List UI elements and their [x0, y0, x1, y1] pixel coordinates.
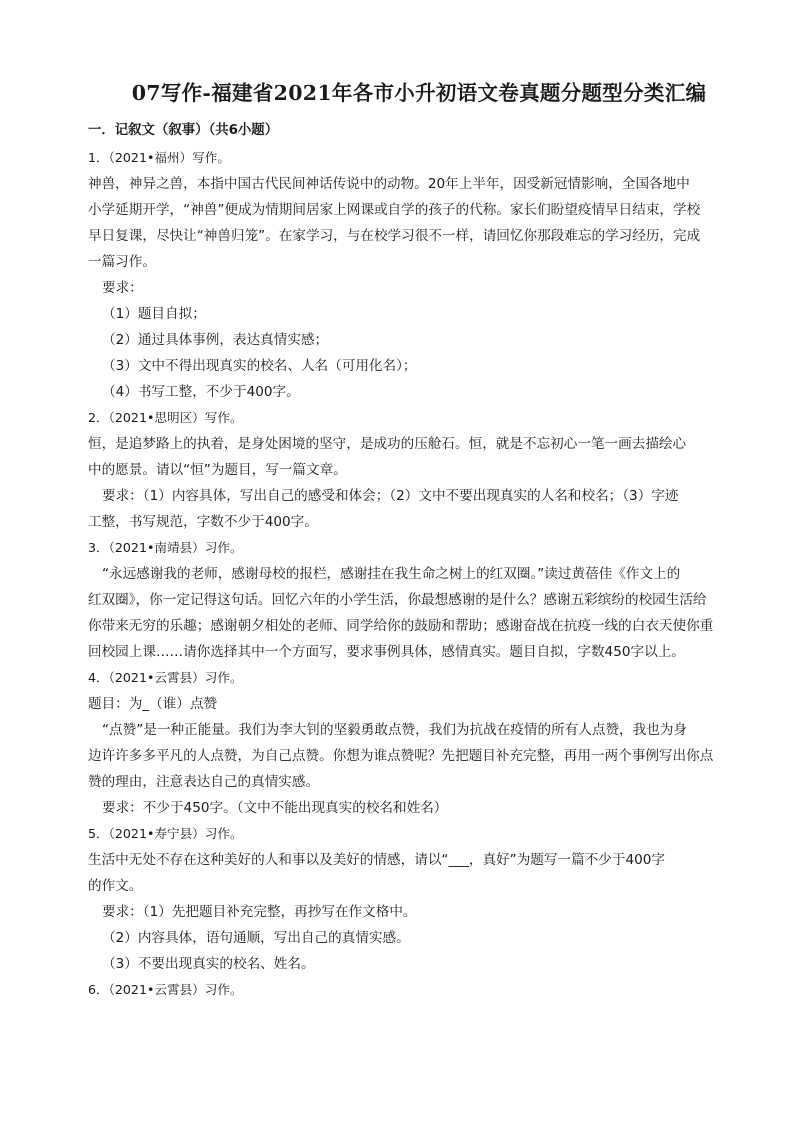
- question-2-line: 恒，是追梦路上的执着，是身处困境的坚守，是成功的压舱石。恒，就是不忘初心一笔一画去描绘心: [88, 436, 687, 452]
- question-4-line: “点赞”是一种正能量。我们为李大钊的坚毅勇敢点赞，我们为抗战在疫情的所有人点赞，我也为身: [102, 722, 688, 738]
- question-1-line: 一篇习作。: [88, 254, 156, 270]
- question-2-requirement: 工整，书写规范，字数不少于400字。: [88, 514, 318, 530]
- question-2-header: 2．（2021•思明区）写作。: [88, 410, 243, 425]
- question-1-line: 早日复课，尽快让“神兽归笼”。在家学习，与在校学习很不一样，请回忆你那段难忘的学习经历，完成: [88, 228, 701, 244]
- question-3-line: 回校园上课……请你选择其中一个方面写，要求事例具体，感情真实。题目自拟，字数450字以上。: [88, 644, 685, 660]
- question-1-requirement: （1）题目自拟；: [102, 306, 206, 322]
- question-3-line: 红双圈》，你一定记得这句话。回忆六年的小学生活，你最想感谢的是什么？感谢五彩缤纷的校园生活给: [88, 592, 707, 608]
- question-1-line: 小学延期开学，“神兽”便成为情期间居家上网课或自学的孩子的代称。家长们盼望疫情早日结束，学校: [88, 202, 701, 218]
- section-heading: 一．记叙文（叙事）（共6小题）: [88, 123, 279, 138]
- question-1-header: 1．（2021•福州）写作。: [88, 150, 230, 165]
- question-3-line: “永远感谢我的老师，感谢母校的报栏，感谢挂在我生命之树上的红双圈。”读过黄蓓佳《作文上的: [102, 566, 681, 582]
- question-3-line: 你带来无穷的乐趣；感谢朝夕相处的老师、同学给你的鼓励和帮助；感谢奋战在抗疫一线的白衣天使你重: [88, 618, 714, 634]
- question-4-line: 边许许多多平凡的人点赞，为自己点赞。你想为谁点赞呢？先把题目补充完整，再用一两个事例写出你点: [88, 748, 714, 764]
- question-4-requirement: 要求：不少于450字。（文中不能出现真实的校名和姓名）: [102, 800, 448, 816]
- question-4-line: 赞的理由，注意表达自己的真情实感。: [88, 774, 320, 790]
- question-1-line: 神兽，神异之兽，本指中国古代民间神话传说中的动物。20年上半年，因受新冠情影响，全国各地中: [88, 176, 690, 192]
- question-5-line: 生活中无处不存在这种美好的人和事以及美好的情感，请以“___，真好”为题写一篇不少于400字: [88, 852, 665, 868]
- question-5-header: 5．（2021•寿宁县）习作。: [88, 826, 243, 841]
- document-title: 07写作-福建省2021年各市小升初语文卷真题分题型分类汇编: [131, 81, 707, 105]
- question-5-requirement: （2）内容具体，语句通顺，写出自己的真情实感。: [102, 930, 410, 946]
- question-5-requirement: 要求：（1）先把题目补充完整，再抄写在作文格中。: [102, 904, 417, 920]
- question-3-header: 3．（2021•南靖县）习作。: [88, 540, 243, 555]
- question-1-requirement: （2）通过具体事例，表达真情实感；: [102, 332, 329, 348]
- question-4-topic: 题目：为_（谁）点赞: [88, 696, 218, 712]
- question-5-line: 的作文。: [88, 878, 143, 894]
- question-5-requirement: （3）不要出现真实的校名、姓名。: [102, 956, 315, 972]
- question-2-requirement: 要求：（1）内容具体，写出自己的感受和体会；（2）文中不要出现真实的人名和校名；（3）字迹: [102, 488, 679, 504]
- question-1-requirement: （3）文中不得出现真实的校名、人名（可用化名）；: [102, 358, 417, 374]
- document-body: [88, 118, 712, 1003]
- question-1-requirement: （4）书写工整，不少于400字。: [102, 384, 300, 400]
- question-4-header: 4．（2021•云霄县）习作。: [88, 670, 243, 685]
- question-6-header: 6．（2021•云霄县）习作。: [88, 982, 243, 997]
- question-1-requirement-label: 要求：: [102, 280, 143, 296]
- question-2-line: 中的愿景。请以“恒”为题目，写一篇文章。: [88, 462, 347, 478]
